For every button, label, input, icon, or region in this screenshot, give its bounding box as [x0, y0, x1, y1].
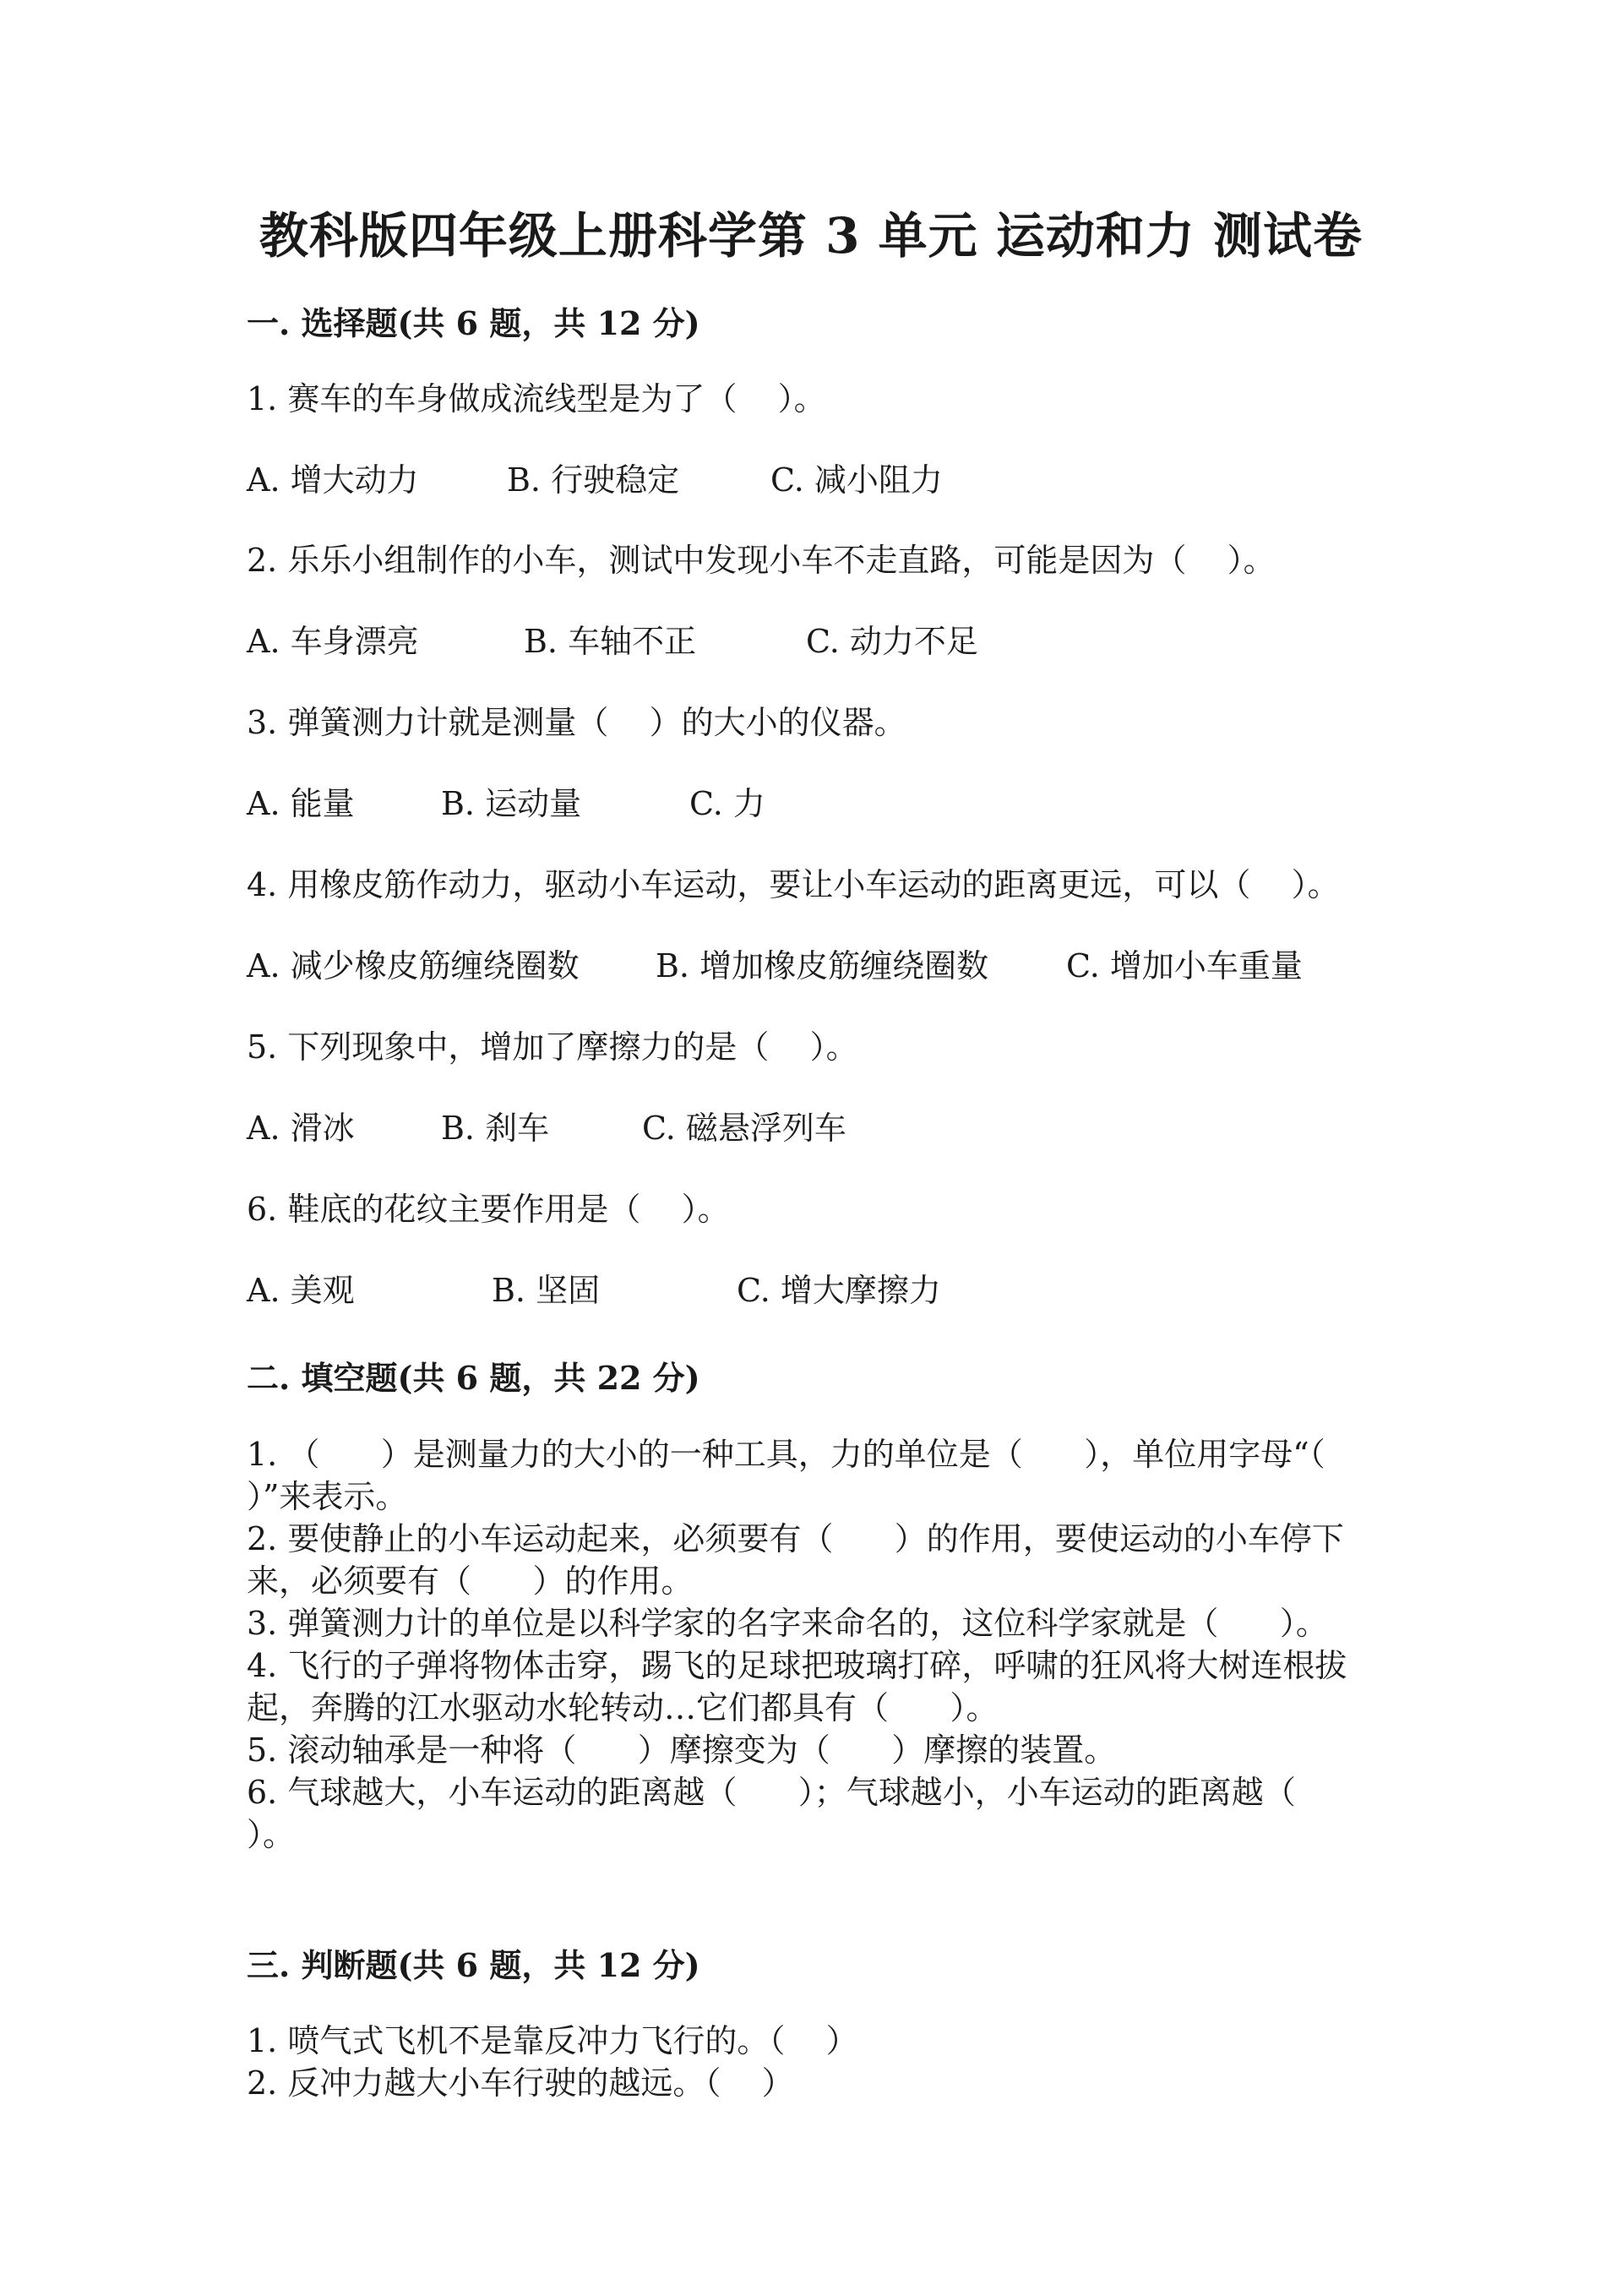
option-a: A. 减少橡皮筋缠绕圈数: [247, 947, 580, 984]
judge-item-2: 2. 反冲力越大小车行驶的越远。（ ）: [247, 2064, 794, 2102]
fill-blank-list: [247, 1433, 1387, 1856]
fill-item-3: 3. 弹簧测力计的单位是以科学家的名字来命名的，这位科学家就是（ ）。: [247, 1605, 1328, 1642]
fill-item-1: 1. （ ）是测量力的大小的一种工具，力的单位是（ ），单位用字母“（ ）”来表示。: [247, 1436, 1387, 1515]
section-heading-fill: 二. 填空题(共 6 题，共 22 分): [247, 1359, 700, 1397]
fill-item-2: 2. 要使静止的小车运动起来，必须要有（ ）的作用，要使运动的小车停下来，必须要有（ ）的作用。: [247, 1520, 1344, 1600]
question-6: 6. 鞋底的花纹主要作用是（ ）。: [247, 1191, 730, 1228]
question-5: 5. 下列现象中，增加了摩擦力的是（ ）。: [247, 1028, 858, 1066]
option-a: A. 滑冰: [247, 1110, 355, 1147]
fill-item-5: 5. 滚动轴承是一种将（ ）摩擦变为（ ）摩擦的装置。: [247, 1732, 1117, 1769]
section-heading-choice: 一. 选择题(共 6 题，共 12 分): [247, 304, 700, 342]
section-heading-judge: 三. 判断题(共 6 题，共 12 分): [247, 1946, 700, 1984]
option-b: B. 运动量: [441, 785, 582, 822]
option-b: B. 行驶稳定: [507, 461, 680, 499]
option-b: B. 车轴不正: [524, 623, 697, 660]
option-a: A. 增大动力: [247, 461, 419, 499]
option-a: A. 美观: [247, 1272, 355, 1309]
option-a: A. 车身漂亮: [247, 623, 419, 660]
option-c: C. 增加小车重量: [1066, 947, 1303, 984]
option-c: C. 减小阻力: [770, 461, 943, 499]
option-c: C. 增大摩擦力: [737, 1272, 941, 1309]
question-4: 4. 用橡皮筋作动力，驱动小车运动，要让小车运动的距离更远，可以（ ）。: [247, 866, 1340, 903]
fill-item-4: 4. 飞行的子弹将物体击穿，踢飞的足球把玻璃打碎，呼啸的狂风将大树连根拔起，奔腾的江水驱动水轮转动…它们都具有（ ）。: [247, 1647, 1347, 1726]
option-c: C. 力: [689, 785, 765, 822]
option-c: C. 磁悬浮列车: [642, 1110, 846, 1147]
judge-item-1: 1. 喷气式飞机不是靠反冲力飞行的。（ ）: [247, 2022, 858, 2059]
question-3: 3. 弹簧测力计就是测量（ ）的大小的仪器。: [247, 704, 906, 741]
option-c: C. 动力不足: [806, 623, 978, 660]
question-1: 1. 赛车的车身做成流线型是为了（ ）。: [247, 380, 826, 417]
page-title: 教科版四年级上册科学第 3 单元 运动和力 测试卷: [259, 207, 1363, 265]
option-b: B. 增加橡皮筋缠绕圈数: [656, 947, 989, 984]
fill-item-6: 6. 气球越大，小车运动的距离越（ ）；气球越小，小车运动的距离越（ ）。: [247, 1774, 1358, 1853]
option-a: A. 能量: [247, 785, 355, 822]
option-b: B. 坚固: [492, 1272, 601, 1309]
option-b: B. 刹车: [441, 1110, 550, 1147]
question-2: 2. 乐乐小组制作的小车，测试中发现小车不走直路，可能是因为（ ）。: [247, 542, 1276, 579]
